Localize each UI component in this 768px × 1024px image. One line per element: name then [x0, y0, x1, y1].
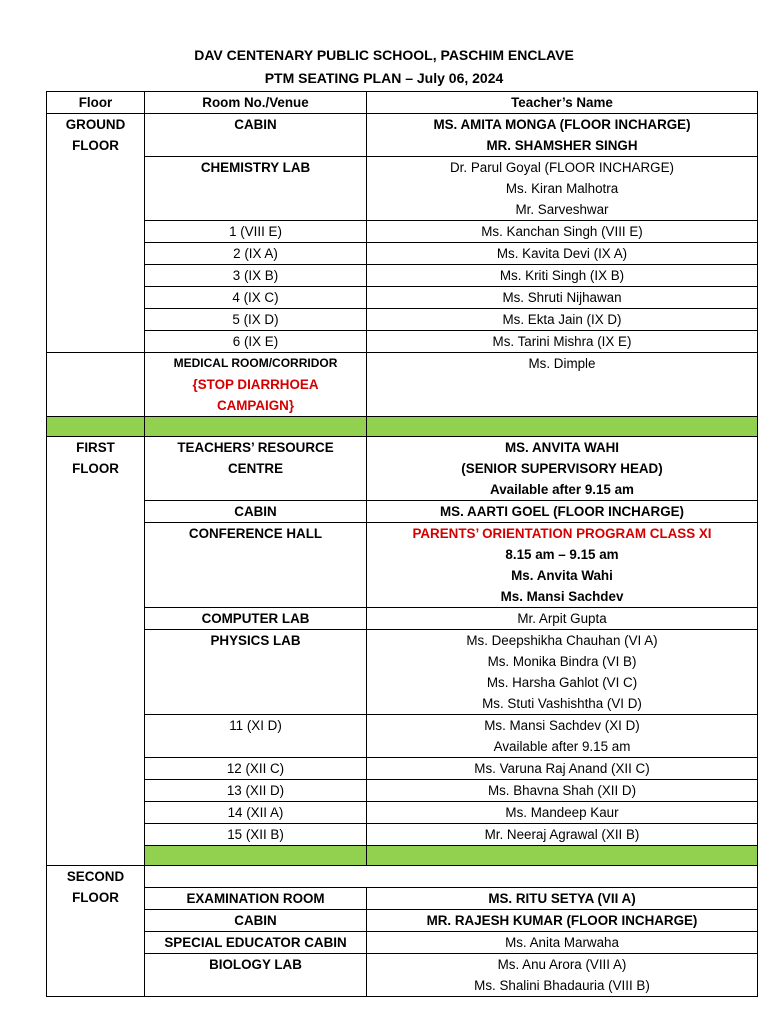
teacher-cell: Ms. Kanchan Singh (VIII E) — [367, 221, 758, 243]
teacher-name: Available after 9.15 am — [490, 482, 634, 497]
table-row — [47, 353, 758, 417]
teacher-cell: Mr. Arpit Gupta — [367, 608, 758, 630]
table-row — [47, 758, 758, 780]
separator-row — [47, 846, 758, 866]
medical-room-label: MEDICAL ROOM/CORRIDOR — [173, 356, 338, 370]
table-row — [47, 265, 758, 287]
table-row — [47, 932, 758, 954]
room-cell: CHEMISTRY LAB — [145, 157, 367, 221]
plan-title: PTM SEATING PLAN – July 06, 2024 — [264, 70, 504, 86]
floor-label-ground — [47, 114, 145, 353]
room-cell: 14 (XII A) — [145, 802, 367, 824]
room-cell: CABIN — [145, 910, 367, 932]
teacher-cell: Ms. Varuna Raj Anand (XII C) — [367, 758, 758, 780]
room-cell: 3 (IX B) — [145, 265, 367, 287]
teacher-cell — [367, 114, 758, 157]
teacher-name: Dr. Parul Goyal (FLOOR INCHARGE) — [450, 160, 674, 175]
teacher-name: Ms. Harsha Gahlot (VI C) — [486, 675, 638, 690]
room-cell: 12 (XII C) — [145, 758, 367, 780]
teacher-cell: Ms. Kavita Devi (IX A) — [367, 243, 758, 265]
room-cell: 2 (IX A) — [145, 243, 367, 265]
room-cell: EXAMINATION ROOM — [145, 888, 367, 910]
column-header-floor: Floor — [47, 92, 145, 114]
teacher-name: Ms. Shalini Bhadauria (VIII B) — [474, 978, 650, 993]
table-row — [47, 608, 758, 630]
floor-label-line: FIRST — [76, 440, 115, 455]
table-row — [47, 866, 758, 888]
teacher-cell: Mr. Neeraj Agrawal (XII B) — [367, 824, 758, 846]
table-row — [47, 243, 758, 265]
room-line: CENTRE — [227, 461, 284, 476]
teacher-name: Ms. Deepshikha Chauhan (VI A) — [466, 633, 658, 648]
table-row — [47, 888, 758, 910]
teacher-name: MR. SHAMSHER SINGH — [486, 138, 638, 153]
room-cell: 11 (XI D) — [145, 715, 367, 758]
teacher-cell: Ms. Anita Marwaha — [367, 932, 758, 954]
teacher-name: MS. ANVITA WAHI — [504, 440, 620, 455]
room-cell: CABIN — [145, 501, 367, 523]
table-row — [47, 630, 758, 715]
room-cell: CONFERENCE HALL — [145, 523, 367, 608]
teacher-cell: Ms. Mandeep Kaur — [367, 802, 758, 824]
table-row — [47, 910, 758, 932]
room-cell: BIOLOGY LAB — [145, 954, 367, 997]
teacher-cell: MS. AARTI GOEL (FLOOR INCHARGE) — [367, 501, 758, 523]
column-header-room: Room No./Venue — [145, 92, 367, 114]
separator-cell — [367, 846, 758, 866]
table-row — [47, 780, 758, 802]
room-cell: 13 (XII D) — [145, 780, 367, 802]
room-cell: 15 (XII B) — [145, 824, 367, 846]
teacher-cell: MR. RAJESH KUMAR (FLOOR INCHARGE) — [367, 910, 758, 932]
floor-cell-empty — [47, 353, 145, 417]
table-row — [47, 715, 758, 758]
teacher-cell — [367, 157, 758, 221]
program-line: Ms. Anvita Wahi — [511, 568, 613, 583]
teacher-name: Ms. Mansi Sachdev (XI D) — [484, 718, 640, 733]
room-cell: CABIN — [145, 114, 367, 157]
teacher-name: Ms. Kiran Malhotra — [505, 181, 619, 196]
room-cell: 4 (IX C) — [145, 287, 367, 309]
teacher-name: MS. AMITA MONGA (FLOOR INCHARGE) — [433, 117, 691, 132]
room-cell: PHYSICS LAB — [145, 630, 367, 715]
availability-note: Available after 9.15 am — [493, 739, 631, 754]
teacher-name: Ms. Stuti Vashishtha (VI D) — [482, 696, 642, 711]
teacher-name: Ms. Monika Bindra (VI B) — [487, 654, 637, 669]
campaign-line: {STOP DIARRHOEA — [192, 377, 319, 392]
table-row — [47, 501, 758, 523]
separator-cell — [47, 417, 145, 437]
teacher-cell: Ms. Shruti Nijhawan — [367, 287, 758, 309]
table-row — [47, 157, 758, 221]
program-title: PARENTS’ ORIENTATION PROGRAM CLASS XI — [412, 526, 712, 541]
teacher-cell: Ms. Dimple — [367, 353, 758, 417]
campaign-line: CAMPAIGN} — [216, 398, 295, 413]
floor-label-line: FLOOR — [72, 461, 119, 476]
program-line: Ms. Mansi Sachdev — [500, 589, 624, 604]
floor-label-line: FLOOR — [72, 138, 119, 153]
empty-row-cell — [145, 866, 758, 888]
teacher-name: (SENIOR SUPERVISORY HEAD) — [461, 461, 663, 476]
teacher-cell: MS. RITU SETYA (VII A) — [367, 888, 758, 910]
teacher-cell: Ms. Tarini Mishra (IX E) — [367, 331, 758, 353]
teacher-cell: Ms. Ekta Jain (IX D) — [367, 309, 758, 331]
teacher-cell — [367, 523, 758, 608]
table-row — [47, 523, 758, 608]
teacher-cell — [367, 715, 758, 758]
teacher-cell — [367, 630, 758, 715]
separator-cell — [145, 846, 367, 866]
room-cell: 5 (IX D) — [145, 309, 367, 331]
teacher-cell — [367, 954, 758, 997]
table-row — [47, 114, 758, 157]
room-cell: COMPUTER LAB — [145, 608, 367, 630]
separator-cell — [145, 417, 367, 437]
table-row — [47, 824, 758, 846]
seating-plan-table — [46, 91, 758, 997]
table-row — [47, 802, 758, 824]
teacher-cell: Ms. Bhavna Shah (XII D) — [367, 780, 758, 802]
room-cell: 6 (IX E) — [145, 331, 367, 353]
floor-label-line: FLOOR — [72, 890, 119, 905]
program-line: 8.15 am – 9.15 am — [505, 547, 619, 562]
floor-label-line: GROUND — [65, 117, 126, 132]
teacher-name: Mr. Sarveshwar — [515, 202, 609, 217]
floor-label-line: SECOND — [66, 869, 125, 884]
teacher-cell — [367, 437, 758, 501]
table-row — [47, 221, 758, 243]
teacher-name: Ms. Anu Arora (VIII A) — [497, 957, 627, 972]
room-cell: SPECIAL EDUCATOR CABIN — [145, 932, 367, 954]
header-row — [47, 92, 758, 114]
school-name: DAV CENTENARY PUBLIC SCHOOL, PASCHIM ENCLAVE — [194, 47, 574, 63]
table-row — [47, 287, 758, 309]
teacher-cell: Ms. Kriti Singh (IX B) — [367, 265, 758, 287]
table-row — [47, 437, 758, 501]
separator-cell — [367, 417, 758, 437]
floor-label-second — [47, 866, 145, 997]
floor-label-first — [47, 437, 145, 866]
table-row — [47, 954, 758, 997]
room-line: TEACHERS’ RESOURCE — [177, 440, 334, 455]
table-row — [47, 309, 758, 331]
table-row — [47, 331, 758, 353]
room-cell — [145, 353, 367, 417]
room-cell — [145, 437, 367, 501]
room-cell: 1 (VIII E) — [145, 221, 367, 243]
column-header-teacher: Teacher’s Name — [367, 92, 758, 114]
separator-row — [47, 417, 758, 437]
